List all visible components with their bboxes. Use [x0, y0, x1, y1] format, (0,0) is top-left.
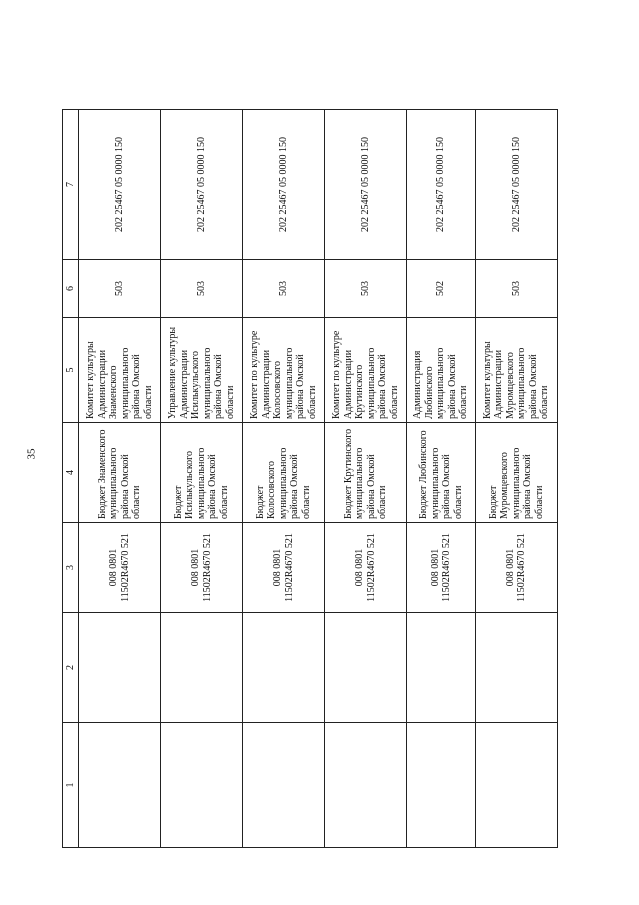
empty-cell [407, 723, 476, 848]
table-row [407, 110, 476, 848]
code-cell: 008 0801 11502R4670 521 [407, 523, 476, 613]
empty-cell [475, 613, 557, 723]
c7-cell: 202 25467 05 0000 150 [407, 110, 476, 260]
c6-cell: 503 [243, 260, 325, 318]
budget-cell: Бюджет Муромцевского муниципального района Омской области [475, 423, 557, 523]
empty-cell [243, 613, 325, 723]
c7-cell: 202 25467 05 0000 150 [325, 110, 407, 260]
table-row [243, 110, 325, 848]
budget-cell: Бюджет Крутинского муниципального района Омской области [325, 423, 407, 523]
recipient-cell: Комитет по культуре Администрации Колосовского муниципального района Омской области [243, 318, 325, 423]
c7-cell: 202 25467 05 0000 150 [161, 110, 243, 260]
code-cell: 008 0801 11502R4670 521 [243, 523, 325, 613]
c6-cell: 502 [407, 260, 476, 318]
c6-cell: 503 [79, 260, 161, 318]
recipient-cell: Комитет культуры Администрации Муромцевского муниципального района Омской области [475, 318, 557, 423]
column-header: 5 [63, 318, 79, 423]
column-header: 7 [63, 110, 79, 260]
empty-cell [243, 723, 325, 848]
empty-cell [161, 723, 243, 848]
budget-cell: Бюджет Колосовского муниципального района Омской области [243, 423, 325, 523]
budget-cell: Бюджет Любинского муниципального района Омской области [407, 423, 476, 523]
table-row [475, 110, 557, 848]
code-cell: 008 0801 11502R4670 521 [325, 523, 407, 613]
recipient-cell: Комитет по культуре Администрации Крутинского муниципального района Омской области [325, 318, 407, 423]
budget-cell: Бюджет Исилькульского муниципального района Омской области [161, 423, 243, 523]
table-header-row [63, 110, 79, 848]
recipient-cell: Администрация Любинского муниципального района Омской области [407, 318, 476, 423]
code-cell: 008 0801 11502R4670 521 [161, 523, 243, 613]
empty-cell [325, 613, 407, 723]
empty-cell [79, 723, 161, 848]
empty-cell [79, 613, 161, 723]
column-header: 6 [63, 260, 79, 318]
c6-cell: 503 [475, 260, 557, 318]
page-number: 35 [25, 448, 38, 460]
empty-cell [407, 613, 476, 723]
c6-cell: 503 [325, 260, 407, 318]
empty-cell [325, 723, 407, 848]
rotated-table-container [62, 110, 558, 848]
recipient-cell: Комитет культуры Администрации Знаменского муниципального района Омской области [79, 318, 161, 423]
c7-cell: 202 25467 05 0000 150 [243, 110, 325, 260]
c6-cell: 503 [161, 260, 243, 318]
column-header: 1 [63, 723, 79, 848]
empty-cell [161, 613, 243, 723]
c7-cell: 202 25467 05 0000 150 [475, 110, 557, 260]
column-header: 3 [63, 523, 79, 613]
table-row [161, 110, 243, 848]
recipient-cell: Управление культуры Администрации Исилькульского муниципального района Омской области [161, 318, 243, 423]
allocation-table [62, 109, 558, 848]
empty-cell [475, 723, 557, 848]
c7-cell: 202 25467 05 0000 150 [79, 110, 161, 260]
column-header: 4 [63, 423, 79, 523]
table-row [79, 110, 161, 848]
budget-cell: Бюджет Знаменского муниципального района Омской области [79, 423, 161, 523]
code-cell: 008 0801 11502R4670 521 [475, 523, 557, 613]
column-header: 2 [63, 613, 79, 723]
table-row [325, 110, 407, 848]
code-cell: 008 0801 11502R4670 521 [79, 523, 161, 613]
